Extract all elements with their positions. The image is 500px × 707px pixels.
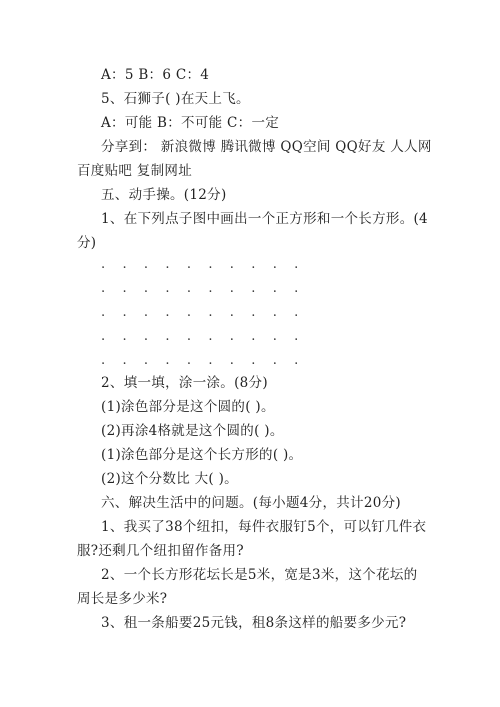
answer-options-q5: A：可能 B：不可能 C：一定 (101, 115, 280, 131)
dot-grid-row: . . . . . . . . . . (101, 305, 305, 320)
question-6-3: 3、租一条船要25元钱，租8条这样的船要多少元? (101, 615, 407, 631)
question-5-2-part-2: (2)再涂4格就是这个圆的( )。 (101, 423, 284, 439)
share-bar-continued: 百度贴吧 复制网址 (77, 163, 192, 179)
section-5-heading: 五、动手操。(12分) (101, 187, 227, 203)
share-bar: 分享到： 新浪微博 腾讯微博 QQ空间 QQ好友 人人网 (101, 139, 432, 155)
question-5-1-continued: 分) (77, 235, 97, 251)
question-5-2-part-4: (2)这个分数比 大( )。 (101, 471, 238, 487)
dot-grid-row: . . . . . . . . . . (101, 353, 305, 368)
question-5-1: 1、在下列点子图中画出一个正方形和一个长方形。(4 (101, 211, 428, 227)
dot-grid-row: . . . . . . . . . . (101, 329, 305, 344)
question-6-2: 2、一个长方形花坛长是5米，宽是3米，这个花坛的 (101, 567, 418, 583)
question-6-1-continued: 服?还剩几个纽扣留作备用? (77, 543, 244, 559)
question-5-2-part-1: (1)涂色部分是这个圆的( )。 (101, 399, 275, 415)
dot-grid-row: . . . . . . . . . . (101, 281, 305, 296)
question-6-2-continued: 周长是多少米? (77, 591, 168, 607)
question-5: 5、石狮子( )在天上飞。 (101, 91, 250, 107)
question-5-2: 2、填一填，涂一涂。(8分) (101, 375, 268, 391)
question-6-1: 1、我买了38个纽扣，每件衣服钉5个，可以钉几件衣 (101, 519, 427, 535)
question-5-2-part-3: (1)涂色部分是这个长方形的( )。 (101, 447, 303, 463)
dot-grid-row: . . . . . . . . . . (101, 257, 305, 272)
answer-options-q4: A：5 B：6 C：4 (101, 67, 210, 83)
section-6-heading: 六、解决生活中的问题。(每小题4分，共计20分) (101, 495, 402, 511)
